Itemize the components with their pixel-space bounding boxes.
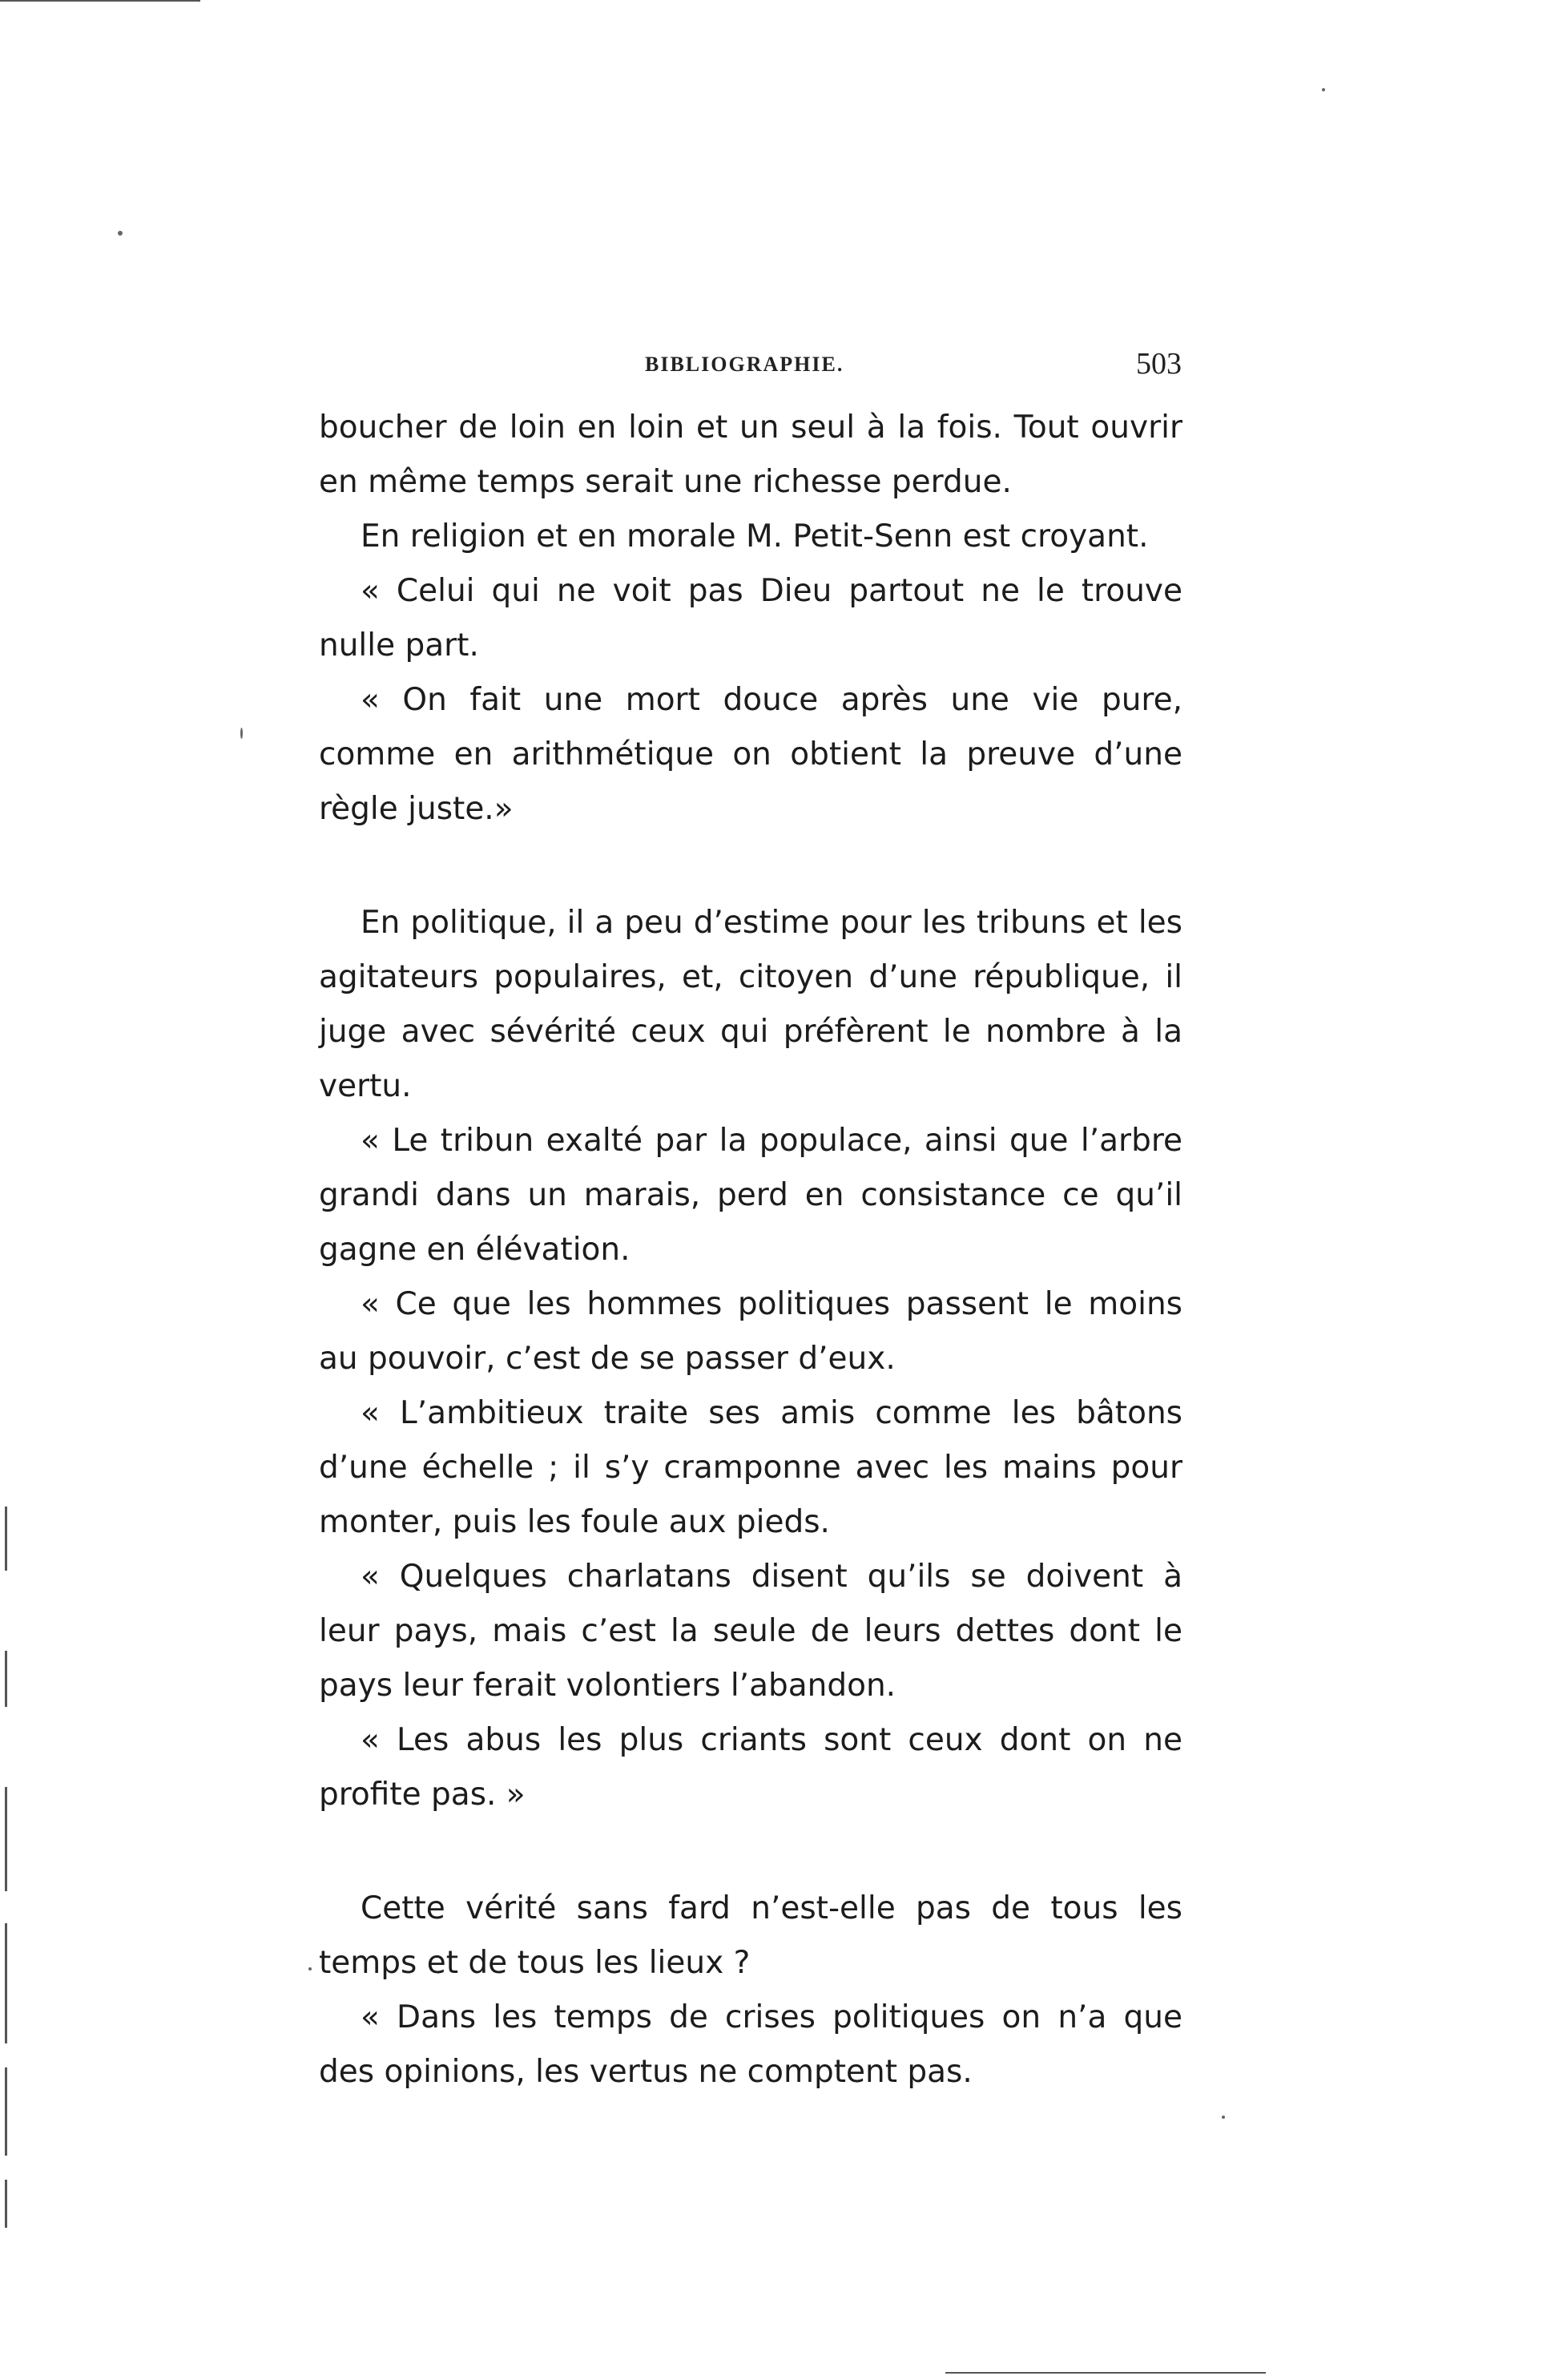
quote-crises-politiques: « Dans les temps de crises politiques on n’a que des opinions, les vertus ne comptent pas. [319, 1999, 1182, 2090]
scan-edge-mark [945, 2372, 1266, 2374]
quote-charlatans: « Quelques charlatans disent qu’ils se doivent à leur pays, mais c’est la seule de leurs dettes dont le pays leur ferait volontiers l’abandon. [319, 1559, 1182, 1704]
quote-abus: « Les abus les plus criants sont ceux dont on ne profite pas. » [319, 1722, 1182, 1813]
scan-edge-mark [5, 1787, 7, 1891]
paragraph-continuation: boucher de loin en loin et un seul à la fois. Tout ouvrir en même temps serait une richesse perdue. [319, 409, 1182, 500]
scan-edge-mark [5, 2067, 7, 2156]
quote-ambitieux: « L’ambitieux traite ses amis comme les bâtons d’une échelle ; il s’y cramponne avec les mains pour monter, puis les foule aux pieds. [319, 1395, 1182, 1540]
scan-speck [118, 231, 123, 236]
page-number: 503 [1136, 347, 1182, 381]
quote-dieu-partout: « Celui qui ne voit pas Dieu partout ne le trouve nulle part. [319, 573, 1182, 664]
scan-edge-mark [0, 0, 200, 2]
scan-edge-mark [5, 1651, 7, 1707]
paragraph-religion: En religion et en morale M. Petit-Senn est croyant. [361, 518, 1149, 555]
scan-edge-mark [5, 1507, 7, 1571]
running-head [316, 346, 1182, 386]
paragraph-politique: En politique, il a peu d’estime pour les tribuns et les agitateurs populaires, et, citoyen d’une république, il juge avec sévérité ceux qui préfèrent le nombre à la vertu. [319, 905, 1182, 1104]
scan-edge-mark [5, 2180, 7, 2228]
scan-speck [308, 1967, 312, 1971]
quote-tribun: « Le tribun exalté par la populace, ainsi que l’arbre grandi dans un marais, perd en consistance ce qu’il gagne en élévation. [319, 1123, 1182, 1268]
body-text [319, 401, 1182, 2100]
quote-mort-douce: « On fait une mort douce après une vie pure, comme en arithmétique on obtient la preuve d’une règle juste.» [319, 682, 1182, 827]
scan-speck [240, 728, 243, 739]
quote-hommes-politiques: « Ce que les hommes politiques passent le moins au pouvoir, c’est de se passer d’eux. [319, 1286, 1182, 1377]
scan-speck [1222, 2116, 1225, 2119]
scan-edge-mark [5, 1923, 7, 2043]
scan-speck [1322, 88, 1325, 91]
paragraph-verite: Cette vérité sans fard n’est-elle pas de tous les temps et de tous les lieux ? [319, 1890, 1182, 1981]
running-title: BIBLIOGRAPHIE. [645, 353, 844, 376]
